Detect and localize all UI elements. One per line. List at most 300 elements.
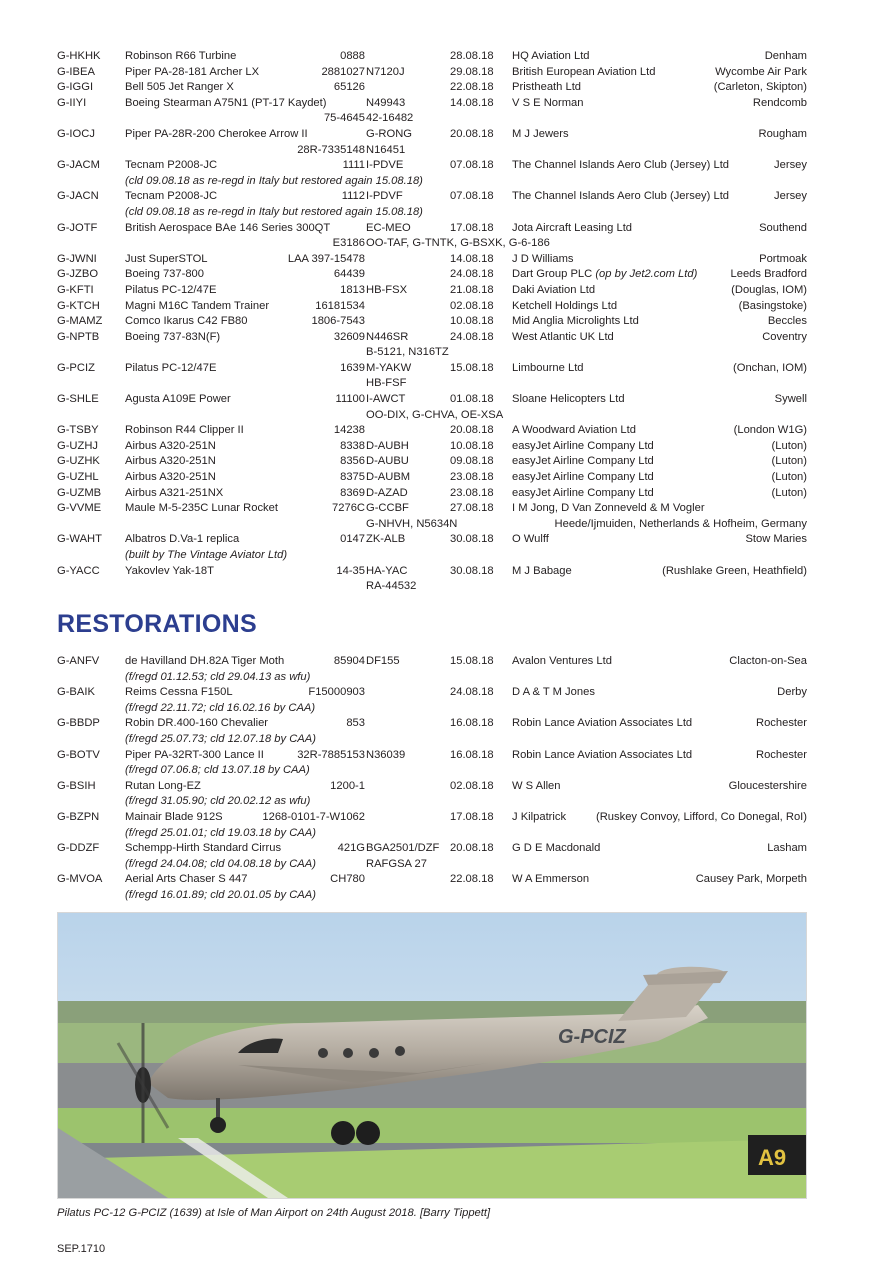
- aircraft-type: Piper PA-28R-200 Cherokee Arrow II: [125, 127, 308, 140]
- owner: The Channel Islands Aero Club (Jersey) Ltd: [512, 159, 730, 172]
- entry-line: [57, 872, 807, 888]
- base-location: Derby: [777, 686, 807, 699]
- registration-date: 07.08.18: [450, 190, 494, 203]
- registration: G-IBEA: [57, 65, 95, 78]
- owner: J D Williams: [512, 252, 574, 265]
- aircraft-type: Airbus A320-251N: [125, 471, 216, 484]
- registration: G-ANFV: [57, 655, 100, 667]
- registration: G-JWNI: [57, 252, 97, 265]
- previous-identities: RAFGSA 27: [366, 857, 427, 870]
- register-entry: [57, 283, 807, 299]
- register-entry: [57, 330, 807, 361]
- entry-line-2: [57, 236, 807, 252]
- base-location: (London W1G): [733, 424, 807, 437]
- owner: The Channel Islands Aero Club (Jersey) Ltd: [512, 190, 730, 203]
- previous-identity: N446SR: [366, 330, 409, 343]
- registration: G-MVOA: [57, 873, 103, 886]
- entry-line: [57, 314, 807, 330]
- owner: J Kilpatrick: [512, 810, 567, 823]
- entry-note: (f/regd 24.04.08; cld 04.08.18 by CAA): [125, 857, 316, 870]
- entry-line: [57, 221, 807, 237]
- base-location: (Rushlake Green, Heathfield): [662, 564, 807, 577]
- constructor-number: 32609: [333, 330, 365, 343]
- aircraft-type: Maule M-5-235C Lunar Rocket: [125, 502, 278, 515]
- entry-line-2: [57, 579, 807, 595]
- entry-line: [57, 654, 807, 670]
- owner: G D E Macdonald: [512, 842, 601, 855]
- entry-line: [57, 80, 807, 96]
- registration-date: 15.08.18: [450, 655, 494, 667]
- owner: easyJet Airline Company Ltd: [512, 439, 654, 452]
- entry-line-2: [57, 143, 807, 159]
- registration-date: 15.08.18: [450, 361, 494, 374]
- registration-date: 21.08.18: [450, 283, 494, 296]
- base-location: (Basingstoke): [738, 299, 807, 312]
- registration: G-BAIK: [57, 686, 95, 699]
- constructor-number: 1268-0101-7-W1062: [262, 810, 365, 823]
- registration: G-BOTV: [57, 748, 100, 761]
- previous-identity: HB-FSX: [366, 283, 408, 296]
- registration-date: 28.08.18: [450, 50, 494, 62]
- entry-line: [57, 439, 807, 455]
- constructor-number: CH780: [330, 873, 365, 886]
- previous-identity: HA-YAC: [366, 564, 408, 577]
- base-location: Rougham: [758, 127, 807, 140]
- entry-line: [57, 49, 807, 65]
- owner: easyJet Airline Company Ltd: [512, 471, 654, 484]
- register-entry: [57, 65, 807, 81]
- registration-date: 14.08.18: [450, 96, 494, 109]
- aircraft-type: Aerial Arts Chaser S 447: [125, 873, 248, 886]
- entry-line: [57, 779, 807, 795]
- owner: Jota Aircraft Leasing Ltd: [512, 221, 633, 234]
- registration-date: 22.08.18: [450, 81, 494, 94]
- constructor-number: 853: [346, 717, 365, 730]
- constructor-number: 8356: [340, 455, 365, 468]
- aircraft-type: Boeing 737-83N(F): [125, 330, 221, 343]
- registration-date: 10.08.18: [450, 315, 494, 328]
- register-entry: [57, 221, 807, 252]
- previous-identities: 42-16482: [366, 112, 414, 125]
- constructor-number: 1639: [340, 361, 365, 374]
- register-entry: [57, 810, 807, 841]
- register-entry: [57, 158, 807, 189]
- constructor-number: 1806-7543: [311, 315, 365, 328]
- previous-identity: ZK-ALB: [366, 533, 406, 546]
- registration-date: 24.08.18: [450, 686, 494, 699]
- registration-date: 02.08.18: [450, 299, 494, 312]
- owner: British European Aviation Ltd: [512, 65, 656, 78]
- aircraft-type: Mainair Blade 912S: [125, 810, 223, 823]
- entry-line-2: [57, 111, 807, 127]
- previous-identity: D-AUBU: [366, 455, 409, 468]
- previous-identities: OO-TAF, G-TNTK, G-BSXK, G-6-186: [366, 237, 550, 250]
- owner: Pristheath Ltd: [512, 81, 582, 94]
- register-entry: [57, 716, 807, 747]
- previous-identity: N36039: [366, 748, 406, 761]
- entry-line-2: [57, 548, 807, 564]
- register-entry: [57, 454, 807, 470]
- register-entry: [57, 392, 807, 423]
- previous-identities: HB-FSF: [366, 377, 407, 390]
- previous-identities: OO-DIX, G-CHVA, OE-XSA: [366, 408, 504, 421]
- registration: G-BBDP: [57, 717, 100, 730]
- constructor-number: 8375: [340, 471, 365, 484]
- base-location: (Luton): [771, 471, 807, 484]
- previous-identities: B-5121, N316TZ: [366, 346, 449, 359]
- base-location: Jersey: [774, 159, 807, 172]
- base-location: Sywell: [774, 393, 807, 406]
- previous-identity: D-AZAD: [366, 486, 408, 499]
- base-location: Clacton-on-Sea: [729, 655, 807, 667]
- constructor-number: 8338: [340, 439, 365, 452]
- tail-registration: G-PCIZ: [558, 1026, 626, 1048]
- aircraft-type: Airbus A320-251N: [125, 455, 216, 468]
- registration: G-BZPN: [57, 810, 100, 823]
- register-entry: [57, 80, 807, 96]
- entry-line-2: [57, 732, 807, 748]
- base-location: Rochester: [756, 717, 807, 730]
- owner: Sloane Helicopters Ltd: [512, 393, 625, 406]
- base-location: Wycombe Air Park: [715, 65, 807, 78]
- entry-line: [57, 685, 807, 701]
- aircraft-type: Robin DR.400-160 Chevalier: [125, 717, 269, 730]
- registration: G-JACN: [57, 190, 99, 203]
- registration: G-YACC: [57, 564, 100, 577]
- entry-line: [57, 392, 807, 408]
- registration: G-UZMB: [57, 486, 102, 499]
- constructor-number: LAA 397-15478: [287, 252, 365, 265]
- constructor-number: 1813: [340, 283, 365, 296]
- entry-note: (cld 09.08.18 as re-regd in Italy but restored again 15.08.18): [125, 205, 423, 218]
- register-entry: [57, 314, 807, 330]
- registration: G-UZHK: [57, 455, 100, 468]
- entry-note: (f/regd 07.06.8; cld 13.07.18 by CAA): [125, 764, 310, 777]
- entry-line: [57, 532, 807, 548]
- registration: G-HKHK: [57, 50, 101, 62]
- owner: [512, 267, 697, 283]
- registration-date: 14.08.18: [450, 252, 494, 265]
- entry-line: [57, 189, 807, 205]
- registration: G-WAHT: [57, 533, 102, 546]
- base-location: Causey Park, Morpeth: [695, 873, 807, 886]
- constructor-number: 64439: [333, 268, 365, 281]
- constructor-number: 14-35: [336, 564, 365, 577]
- base-location: (Douglas, IOM): [731, 283, 807, 296]
- aircraft-type: Tecnam P2008-JC: [125, 159, 218, 172]
- entry-line-2: [57, 408, 807, 424]
- registration-date: 07.08.18: [450, 159, 494, 172]
- register-entry: [57, 685, 807, 716]
- constructor-number: F15000903: [308, 686, 365, 699]
- register-entry: [57, 267, 807, 283]
- entry-line: [57, 299, 807, 315]
- registration-date: 23.08.18: [450, 471, 494, 484]
- restorations-table: [57, 654, 807, 904]
- entry-note: (f/regd 22.11.72; cld 16.02.16 by CAA): [125, 701, 316, 714]
- registration: G-NPTB: [57, 330, 100, 343]
- previous-identity: M-YAKW: [366, 361, 412, 374]
- entry-line: [57, 470, 807, 486]
- entry-line-2: [57, 763, 807, 779]
- owner: M J Jewers: [512, 127, 569, 140]
- registration-date: 24.08.18: [450, 330, 494, 343]
- entry-line: [57, 423, 807, 439]
- constructor-number: 75-4645: [323, 112, 365, 125]
- registration-date: 23.08.18: [450, 486, 494, 499]
- owner: Mid Anglia Microlights Ltd: [512, 315, 639, 328]
- entry-line: [57, 96, 807, 112]
- entry-line: [57, 283, 807, 299]
- entry-line-2: [57, 345, 807, 361]
- entry-note: (f/regd 25.01.01; cld 19.03.18 by CAA): [125, 826, 316, 839]
- constructor-number: E3186: [332, 237, 365, 250]
- register-entry: [57, 361, 807, 392]
- registration-date: 29.08.18: [450, 65, 494, 78]
- entry-line-2: [57, 794, 807, 810]
- entry-line-2: [57, 517, 807, 533]
- previous-identity: D-AUBH: [366, 439, 409, 452]
- entry-line: [57, 330, 807, 346]
- aircraft-type: de Havilland DH.82A Tiger Moth: [125, 655, 285, 667]
- registration-date: 10.08.18: [450, 439, 494, 452]
- constructor-number: 16181534: [315, 299, 365, 312]
- aircraft-type: Rutan Long-EZ: [125, 779, 201, 792]
- owner: D A & T M Jones: [512, 686, 595, 699]
- base-location: (Luton): [771, 439, 807, 452]
- aircraft-type: Comco Ikarus C42 FB80: [125, 315, 248, 328]
- registration-date: 16.08.18: [450, 717, 494, 730]
- constructor-number: 8369: [340, 486, 365, 499]
- base-location: Heede/Ijmuiden, Netherlands & Hofheim, Germany: [554, 517, 807, 530]
- aircraft-type: Reims Cessna F150L: [125, 686, 233, 699]
- previous-identity: D-AUBM: [366, 471, 411, 484]
- register-entry: [57, 654, 807, 685]
- register-entry: [57, 299, 807, 315]
- registration-date: 30.08.18: [450, 533, 494, 546]
- entry-note: (f/regd 25.07.73; cld 12.07.18 by CAA): [125, 732, 316, 745]
- constructor-number: 1111: [342, 159, 365, 172]
- base-location: Coventry: [762, 330, 807, 343]
- constructor-number: 7276C: [332, 502, 365, 515]
- base-location: Southend: [759, 221, 807, 234]
- constructor-number: 421G: [337, 842, 365, 855]
- aircraft-type: Pilatus PC-12/47E: [125, 361, 217, 374]
- owner: I M Jong, D Van Zonneveld & M Vogler: [512, 502, 705, 515]
- register-entry: [57, 564, 807, 595]
- owner: Avalon Ventures Ltd: [512, 655, 612, 667]
- registration: G-MAMZ: [57, 315, 103, 328]
- previous-identities: RA-44532: [366, 580, 417, 593]
- owner: O Wulff: [512, 533, 549, 546]
- aircraft-type: Schempp-Hirth Standard Cirrus: [125, 842, 282, 855]
- aircraft-type: Just SuperSTOL: [125, 252, 208, 265]
- register-entry: [57, 252, 807, 268]
- previous-identity: I-PDVE: [366, 159, 404, 172]
- previous-identities: N16451: [366, 143, 406, 156]
- entry-line: [57, 748, 807, 764]
- entry-note: (cld 09.08.18 as re-regd in Italy but restored again 15.08.18): [125, 174, 423, 187]
- entry-line-2: [57, 857, 807, 873]
- aircraft-type: Pilatus PC-12/47E: [125, 283, 217, 296]
- base-location: Rochester: [756, 748, 807, 761]
- registration-date: 17.08.18: [450, 221, 494, 234]
- constructor-number: 1112: [341, 190, 365, 203]
- aircraft-type: Tecnam P2008-JC: [125, 190, 218, 203]
- register-entry: [57, 470, 807, 486]
- aircraft-type: Boeing Stearman A75N1 (PT-17 Kaydet): [125, 96, 327, 109]
- registration-date: 01.08.18: [450, 393, 494, 406]
- registration-date: 20.08.18: [450, 842, 494, 855]
- owner: easyJet Airline Company Ltd: [512, 486, 654, 499]
- register-entry: [57, 423, 807, 439]
- registration-date: 20.08.18: [450, 127, 494, 140]
- previous-identity: DF155: [366, 655, 400, 667]
- previous-identity: N7120J: [366, 65, 405, 78]
- entry-line-2: [57, 701, 807, 717]
- owner: Robin Lance Aviation Associates Ltd: [512, 748, 693, 761]
- registration: G-KFTI: [57, 283, 94, 296]
- aircraft-type: Airbus A320-251N: [125, 439, 216, 452]
- registration: G-TSBY: [57, 424, 99, 437]
- registration: G-JACM: [57, 159, 100, 172]
- constructor-number: 85904: [333, 655, 365, 667]
- entry-line-2: [57, 888, 807, 904]
- owner: M J Babage: [512, 564, 572, 577]
- registration-date: 24.08.18: [450, 268, 494, 281]
- entry-line: [57, 716, 807, 732]
- base-location: Beccles: [767, 315, 807, 328]
- entry-note: (f/regd 31.05.90; cld 20.02.12 as wfu): [125, 795, 311, 808]
- base-location: Gloucestershire: [728, 779, 807, 792]
- aircraft-type: Robinson R66 Turbine: [125, 50, 237, 62]
- owner: Ketchell Holdings Ltd: [512, 299, 618, 312]
- base-location: Lasham: [767, 842, 807, 855]
- registration-date: 16.08.18: [450, 748, 494, 761]
- owner: easyJet Airline Company Ltd: [512, 455, 654, 468]
- aircraft-type: Airbus A321-251NX: [125, 486, 224, 499]
- svg-text:A9: A9: [758, 1145, 787, 1170]
- register-entry: [57, 532, 807, 563]
- registration: G-SHLE: [57, 393, 99, 406]
- aircraft-type: British Aerospace BAe 146 Series 300QT: [125, 221, 331, 234]
- previous-identity: I-AWCT: [366, 393, 406, 406]
- register-entry: [57, 127, 807, 158]
- entry-line: [57, 361, 807, 377]
- entry-line: [57, 158, 807, 174]
- previous-identity: N49943: [366, 96, 406, 109]
- aircraft-type: Bell 505 Jet Ranger X: [125, 81, 234, 94]
- base-location: Rendcomb: [752, 96, 807, 109]
- registration-date: 20.08.18: [450, 424, 494, 437]
- registration: G-UZHL: [57, 471, 99, 484]
- base-location: (Ruskey Convoy, Lifford, Co Donegal, RoI): [596, 810, 807, 823]
- registration: G-KTCH: [57, 299, 100, 312]
- register-entry: [57, 779, 807, 810]
- registration: G-JOTF: [57, 221, 98, 234]
- base-location: (Carleton, Skipton): [713, 81, 807, 94]
- register-entry: [57, 439, 807, 455]
- register-entry: [57, 49, 807, 65]
- registration: G-IOCJ: [57, 127, 95, 140]
- entry-line: [57, 252, 807, 268]
- entry-line: [57, 486, 807, 502]
- previous-identities: G-NHVH, N5634N: [366, 517, 458, 530]
- register-entry: [57, 96, 807, 127]
- constructor-number: 0888: [340, 50, 365, 62]
- entry-line-2: [57, 174, 807, 190]
- previous-identity: I-PDVF: [366, 190, 403, 203]
- aircraft-type: Agusta A109E Power: [125, 393, 231, 406]
- register-entry: [57, 501, 807, 532]
- entry-line: [57, 127, 807, 143]
- previous-identity: G-CCBF: [366, 502, 409, 515]
- entry-note: (f/regd 16.01.89; cld 20.01.05 by CAA): [125, 888, 316, 901]
- previous-identity: BGA2501/DZF: [366, 842, 440, 855]
- entry-line: [57, 267, 807, 283]
- entry-line: [57, 841, 807, 857]
- page-folio: SEP.1710: [57, 1243, 106, 1255]
- constructor-number: 14238: [333, 424, 365, 437]
- entry-line: [57, 564, 807, 580]
- registration: G-IIYI: [57, 96, 87, 109]
- entry-line-2: [57, 826, 807, 842]
- registration: G-VVME: [57, 502, 102, 515]
- previous-identity: G-RONG: [366, 127, 412, 140]
- owner: W A Emmerson: [512, 873, 590, 886]
- aircraft-type: Albatros D.Va-1 replica: [125, 533, 240, 546]
- owner: Daki Aviation Ltd: [512, 283, 596, 296]
- entry-line: [57, 501, 807, 517]
- photo-caption: Pilatus PC-12 G-PCIZ (1639) at Isle of Man Airport on 24th August 2018. [Barry Tippett]: [57, 1207, 491, 1219]
- register-entry: [57, 872, 807, 903]
- base-location: Portmoak: [759, 252, 807, 265]
- registration-date: 30.08.18: [450, 564, 494, 577]
- aircraft-type: Yakovlev Yak-18T: [125, 564, 214, 577]
- constructor-number: 1200-1: [330, 779, 365, 792]
- registration: G-DDZF: [57, 842, 100, 855]
- constructor-number: 32R-7885153: [297, 748, 365, 761]
- owner: Robin Lance Aviation Associates Ltd: [512, 717, 693, 730]
- operator-note: (op by Jet2.com Ltd): [595, 268, 698, 281]
- aircraft-photo: [57, 912, 807, 1199]
- entry-note: (built by The Vintage Aviator Ltd): [125, 549, 288, 561]
- registrations-table: [57, 49, 807, 595]
- restorations-heading: RESTORATIONS: [57, 610, 257, 638]
- base-location: (Luton): [771, 486, 807, 499]
- owner: A Woodward Aviation Ltd: [512, 424, 636, 437]
- entry-line: [57, 454, 807, 470]
- register-entry: [57, 189, 807, 220]
- aircraft-type: Robinson R44 Clipper II: [125, 424, 244, 437]
- entry-note: (f/regd 01.12.53; cld 29.04.13 as wfu): [125, 670, 311, 683]
- registration-date: 27.08.18: [450, 502, 494, 515]
- constructor-number: 28R-7335148: [297, 143, 365, 156]
- constructor-number: 11100: [335, 393, 365, 406]
- base-location: (Luton): [771, 455, 807, 468]
- registration-date: 22.08.18: [450, 873, 494, 886]
- registration: G-BSIH: [57, 779, 96, 792]
- constructor-number: 0147: [340, 533, 365, 546]
- registration: G-PCIZ: [57, 361, 95, 374]
- register-entry: [57, 841, 807, 872]
- constructor-number: 2881027: [321, 65, 365, 78]
- entry-line-2: [57, 376, 807, 392]
- aircraft-type: Boeing 737-800: [125, 268, 205, 281]
- base-location: Denham: [764, 50, 807, 62]
- entry-line: [57, 810, 807, 826]
- entry-line: [57, 65, 807, 81]
